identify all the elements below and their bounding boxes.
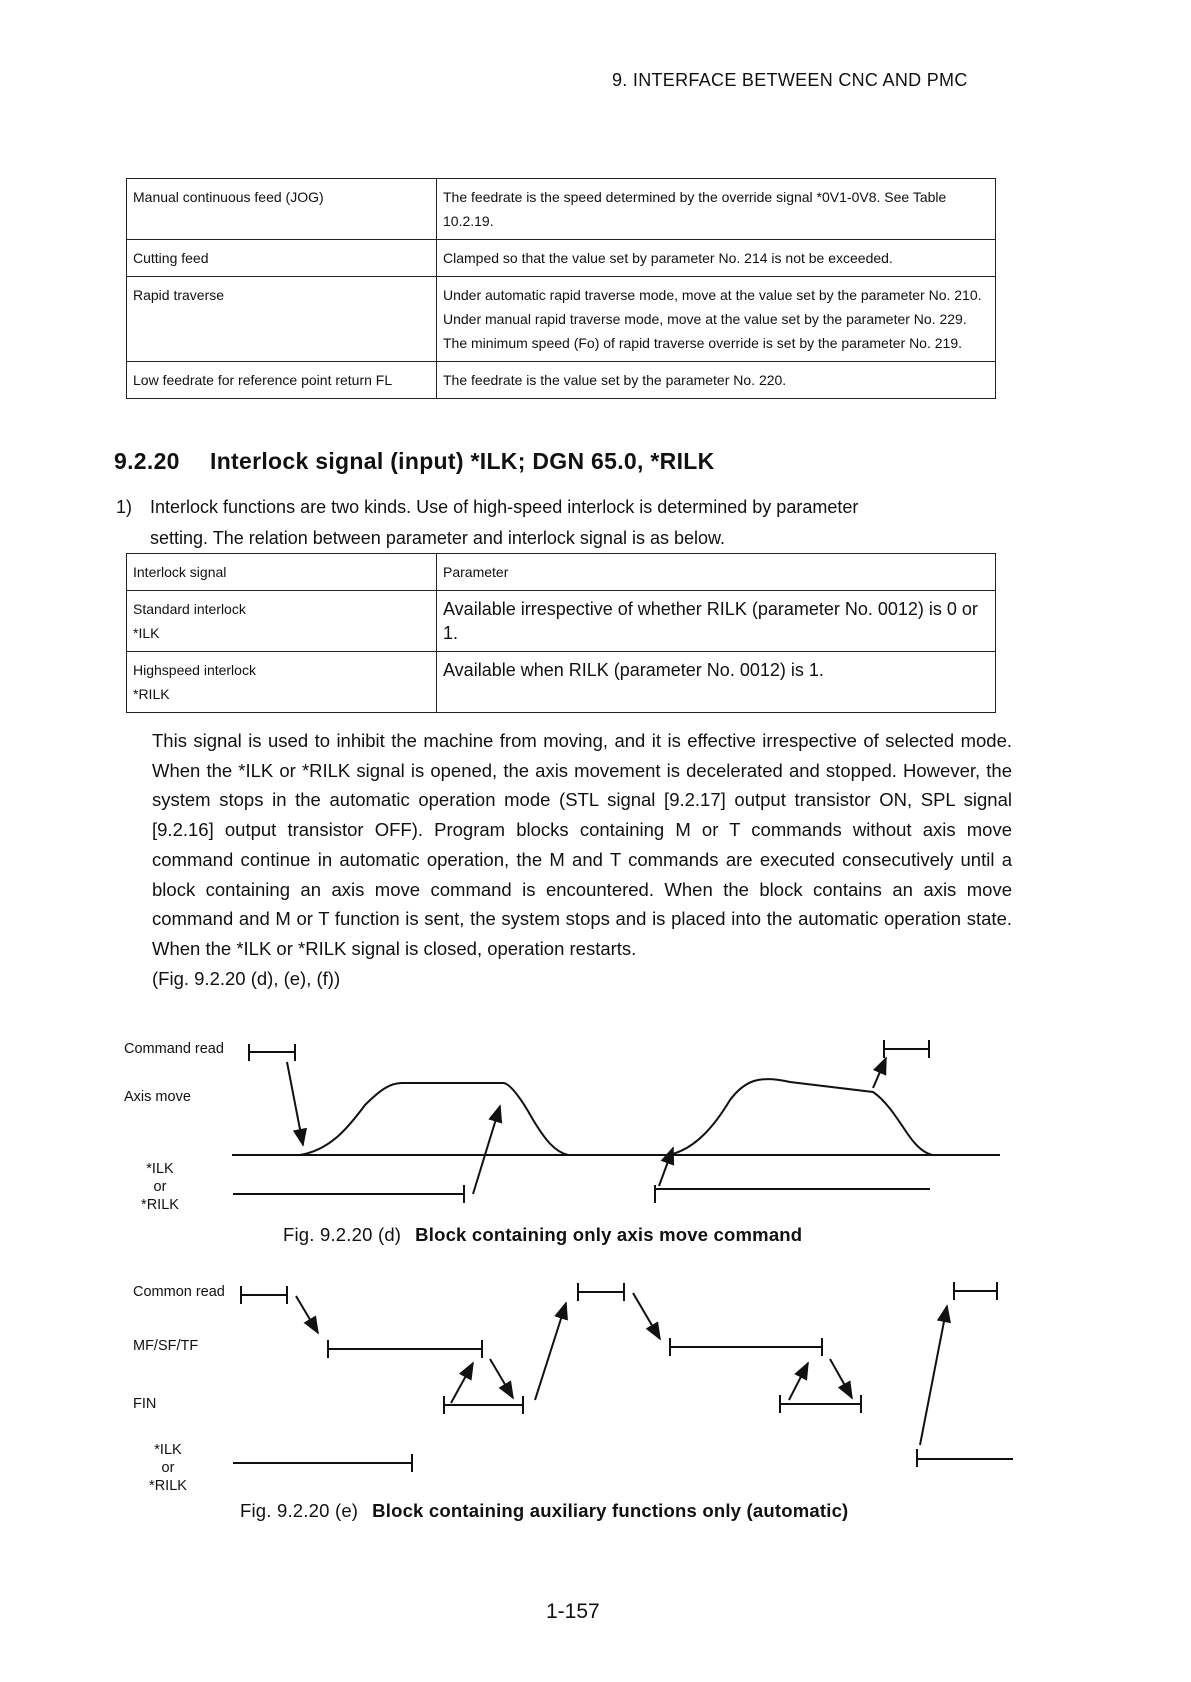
arrow-line [473, 1106, 500, 1194]
table-cell-label: Cutting feed [127, 240, 437, 277]
signal-name: Standard interlock [133, 601, 246, 617]
table-cell-label: Rapid traverse [127, 277, 437, 362]
command-read-pulse [249, 1044, 295, 1061]
fin-signal-pulse [780, 1395, 861, 1413]
arrow-line [633, 1293, 660, 1339]
arrow-line [490, 1359, 513, 1398]
signal-name: Highspeed interlock [133, 662, 256, 678]
figure-d-diagram [232, 1040, 1000, 1203]
intro-line-1: Interlock functions are two kinds. Use of high-speed interlock is determined by parameter [150, 497, 859, 517]
ilk-label: *ILK [146, 1161, 174, 1177]
arrow-line [659, 1148, 673, 1186]
intro-line-2: setting. The relation between parameter and interlock signal is as below. [150, 528, 725, 548]
common-read-pulse [954, 1282, 997, 1300]
arrow-line [535, 1303, 566, 1400]
table-cell-text: Available when RILK (parameter No. 0012) is 1. [437, 652, 996, 713]
table-header-cell: Interlock signal [127, 554, 437, 591]
rilk-label: *RILK [149, 1478, 187, 1494]
figure-e-diagram [233, 1282, 1013, 1472]
arrow-line [873, 1058, 886, 1088]
axis-move-label: Axis move [124, 1089, 191, 1105]
or-label: or [153, 1179, 167, 1195]
mf-signal-pulse [328, 1340, 482, 1358]
command-read-pulse [884, 1040, 929, 1058]
arrow-line [920, 1306, 947, 1445]
common-read-pulse [241, 1286, 287, 1304]
table-header-cell: Parameter [437, 554, 996, 591]
arrow-line [451, 1363, 473, 1403]
axis-move-trapezoid [668, 1079, 932, 1155]
table-cell-text: The feedrate is the value set by the parameter No. 220. [437, 362, 996, 399]
figure-reference: (Fig. 9.2.20 (d), (e), (f)) [152, 967, 341, 989]
signal-code: *RILK [133, 686, 170, 702]
table-cell-label: Manual continuous feed (JOG) [127, 179, 437, 240]
fin-label: FIN [133, 1396, 157, 1412]
table-cell-label: Low feedrate for reference point return FL [127, 362, 437, 399]
ilk-label: *ILK [154, 1442, 182, 1458]
signal-code: *ILK [133, 625, 160, 641]
mf-signal-pulse [670, 1338, 822, 1356]
table-cell-text: Available irrespective of whether RILK (parameter No. 0012) is 0 or 1. [437, 591, 996, 652]
fin-signal-pulse [444, 1396, 523, 1414]
common-read-label: Common read [133, 1284, 225, 1300]
figure-d-number: Fig. 9.2.20 (d) [283, 1224, 402, 1245]
axis-move-trapezoid [300, 1083, 568, 1155]
page-number: 1-157 [546, 1600, 600, 1623]
arrow-line [789, 1363, 808, 1400]
rilk-label: *RILK [141, 1197, 179, 1213]
figure-e-title: Block containing auxiliary functions only (automatic) [372, 1500, 849, 1521]
figure-e-number: Fig. 9.2.20 (e) [240, 1500, 359, 1521]
or-label: or [161, 1460, 175, 1476]
arrow-line [287, 1062, 303, 1145]
table-cell-text: Clamped so that the value set by parameter No. 214 is not be exceeded. [437, 240, 996, 277]
arrow-line [830, 1359, 852, 1398]
section-number: 9.2.20 [114, 448, 180, 474]
list-label: 1) [116, 497, 133, 517]
table-cell-text: The feedrate is the speed determined by the override signal *0V1-0V8. See Table 10.2.19. [437, 179, 996, 240]
common-read-pulse [578, 1283, 624, 1301]
figure-d-title: Block containing only axis move command [415, 1224, 803, 1245]
command-read-label: Command read [124, 1041, 224, 1057]
paragraph-text: This signal is used to inhibit the machine from moving, and it is effective irrespective of selected mode. When the *ILK or *RILK signal is opened, the axis movement is decelerated and stopped. However, the system stops in the automatic operation mode (STL signal [9.2.17] output transistor ON, SPL signal [9.2.16] output transistor OFF). Program blocks containing M or T commands without axis move command continue in automatic operation, the M and T commands are executed consecutively until a block containing an axis move command is encountered. When the block contains an axis move command and M or T function is sent, the system stops and is placed into the automatic operation state. When the *ILK or *RILK signal is closed, operation restarts. [152, 730, 1012, 959]
section-title: Interlock signal (input) *ILK; DGN 65.0, *RILK [210, 448, 715, 474]
arrow-line [296, 1296, 318, 1333]
page-header: 9. INTERFACE BETWEEN CNC AND PMC [612, 70, 968, 90]
ilk-signal [233, 1449, 1013, 1472]
table-cell-text: Under automatic rapid traverse mode, move at the value set by the parameter No. 210. Under manual rapid traverse mode, move at the value set by the parameter No. 229. The minimum speed (Fo) of rapid traverse override is set by the parameter No. 219. [437, 277, 996, 362]
ilk-signal [233, 1185, 930, 1203]
mfsftf-label: MF/SF/TF [133, 1338, 199, 1354]
